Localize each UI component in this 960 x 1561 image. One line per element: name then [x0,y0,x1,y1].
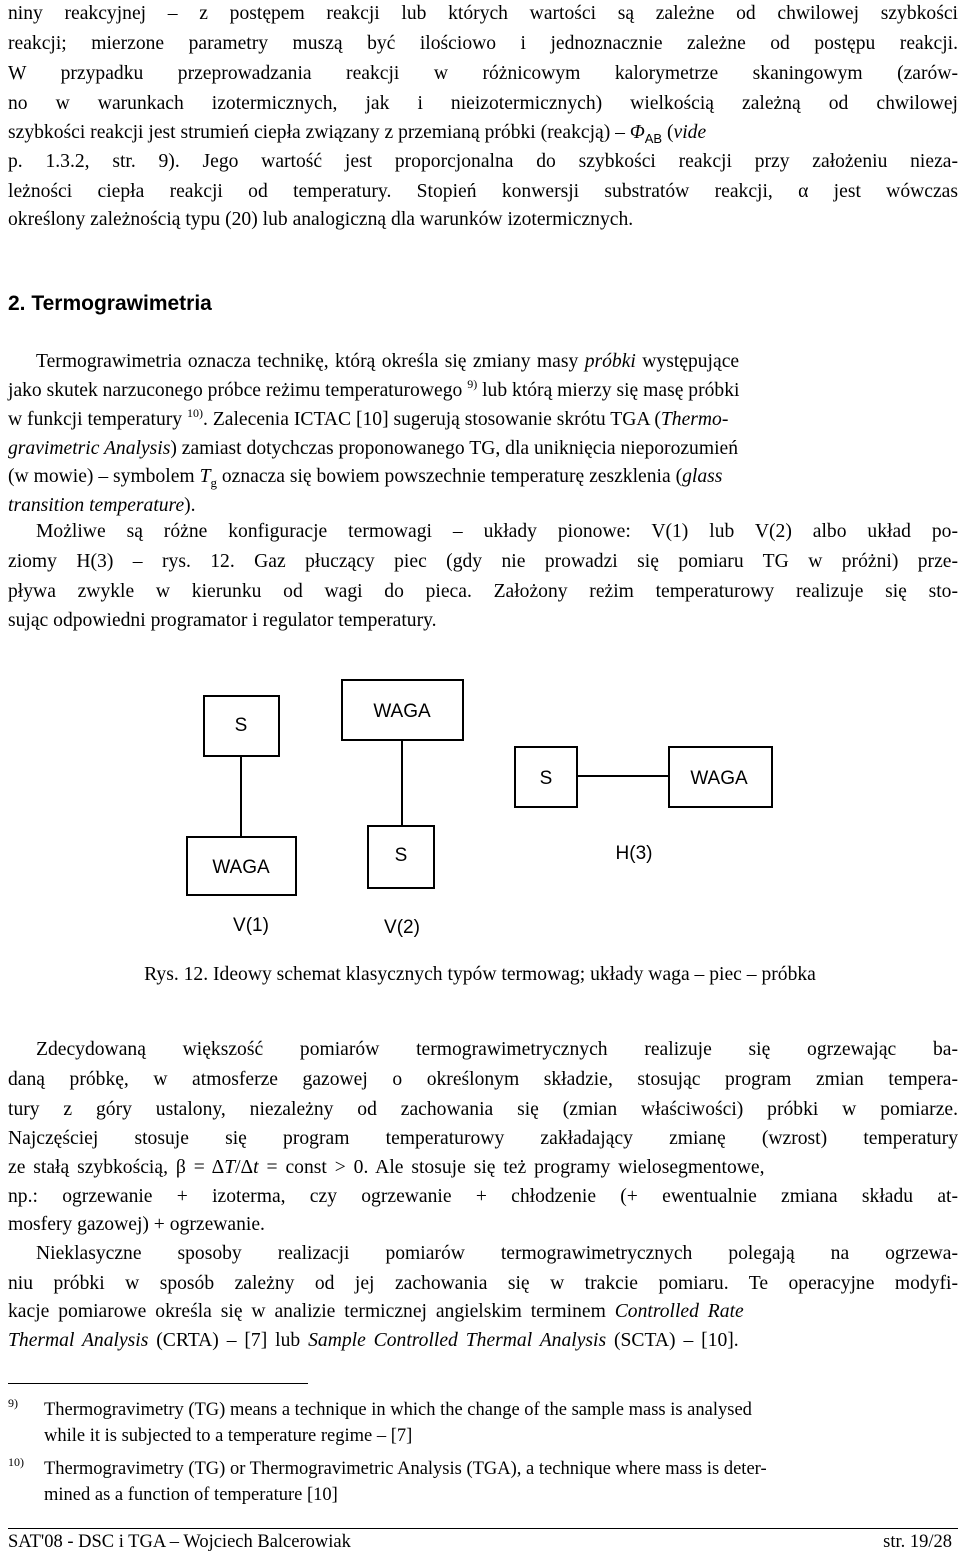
text-run: (SCTA) – [10]. [606,1330,739,1351]
text-line: np.: ogrzewanie + izoterma, czy ogrzewanie + chłodzenie (+ ewentualnie zmiana składu at- [8,1186,958,1207]
text-run: /Δ [235,1157,254,1178]
text-line: Zdecydowaną większość pomiarów termograwimetrycznych realizuje się ogrzewając ba- [36,1039,958,1060]
h3-sample-label: S [539,768,553,789]
text-line: W przypadku przeprowadzania reakcji w różnicowym kalorymetrze skaningowym (zarów- [8,63,958,84]
text-run: glass [682,466,723,487]
text-line: niny reakcyjnej – z postępem reakcji lub których wartości są zależne od chwilowej szybkości [8,3,958,24]
text-run: = const > 0. Ale stosuje się też programy wielosegmentowe, [258,1157,765,1178]
text-line: p. 1.3.2, str. 9). Jego wartość jest proporcjonalna do szybkości reakcji przy założeniu nieza- [8,151,958,172]
v1-waga-label: WAGA [212,857,270,878]
footnote-text: while it is subjected to a temperature regime – [7] [44,1426,413,1446]
text-run: ze stałą szybkością, β = Δ [8,1157,225,1178]
footnote-ref: 9) [467,377,478,391]
footnote-text: Thermogravimetry (TG) or Thermogravimetric Analysis (TGA), a technique where mass is deter- [44,1459,767,1479]
v1-sample-label: S [234,715,248,736]
subscript: g [210,474,217,490]
text-line: sując odpowiedni programator i regulator temperatury. [8,610,437,631]
v1-label: V(1) [233,915,269,936]
page-number: str. 19/28 [883,1532,952,1552]
text-run: szybkości reakcji jest strumień ciepła związany z przemianą próbki (reakcją) – [8,122,630,143]
text-run: próbki [584,351,636,372]
text-run: ) zamiast dotychczas proponowanego TG, dla uniknięcia nieporozumień [170,438,739,459]
text-run: Controlled Rate [614,1301,744,1322]
text-line [8,406,958,434]
text-line: Możliwe są różne konfiguracje termowagi – układy pionowe: V(1) lub V(2) albo układ po- [36,521,958,542]
text-line: mosfery gazowej) + ogrzewanie. [8,1214,265,1235]
footnote-text: mined as a function of temperature [10] [44,1485,338,1505]
text-line [8,1298,958,1326]
text-run: t [253,1157,259,1178]
text-line: Najczęściej stosuje się program temperaturowy zakładający zmianę (wzrost) temperatury [8,1128,958,1149]
footnote-rule [8,1383,308,1384]
footnote-mark: 10) [8,1455,24,1469]
page-footer-rule [8,1528,958,1529]
text-line: reakcji; mierzone parametry muszą być ilościowo i jednoznacznie zależne od postępu reakcji. [8,33,958,54]
text-line: daną próbkę, w atmosferze gazowej o określonym składzie, stosując program zmian tempera- [8,1069,958,1090]
text-run: transition temperature [8,495,185,516]
section-heading: 2. Termograwimetria [8,292,212,315]
footnote-text: Thermogravimetry (TG) means a technique in which the change of the sample mass is analysed [44,1400,752,1420]
page-footer-title: SAT'08 - DSC i TGA – Wojciech Balcerowiak [8,1532,351,1552]
text-run: lub którą mierzy się masę próbki [477,380,740,401]
text-run: vide [673,122,707,143]
v2-sample-label: S [394,845,408,866]
text-run: kacje pomiarowe określa się w analizie termicznej angielskim terminem [8,1301,615,1322]
footnote-mark: 9) [8,1396,18,1410]
text-line: określony zależnością typu (20) lub analogiczną dla warunków izotermicznych. [8,209,634,230]
text-line: Nieklasyczne sposoby realizacji pomiarów termograwimetrycznych polegają na ogrzewa- [36,1243,958,1264]
text-run: (w mowie) – symbolem [8,466,200,487]
text-line: no w warunkach izotermicznych, jak i nieizotermicznych) wielkością zależną od chwilowej [8,93,958,114]
text-run: T [224,1157,236,1178]
text-line [8,435,958,463]
v2-waga-label: WAGA [373,701,431,722]
text-run: ). [184,495,196,516]
text-run: T [199,466,211,487]
text-line: pływa zwykle w kierunku od wagi do pieca. Założony reżim temperaturowy realizuje się sto- [8,581,958,602]
h3-label: H(3) [615,843,653,864]
text-line [8,1154,958,1182]
text-line [8,1327,958,1355]
text-run: (CRTA) – [7] lub [148,1330,309,1351]
figure-caption: Rys. 12. Ideowy schemat klasycznych typów termowag; układy waga – piec – próbka [144,964,816,985]
text-line: szybkości reakcji jest strumień ciepła związany z przemianą próbki (reakcją) – $\Phi_{AB}$ (vide [8,122,707,146]
text-line: leżności ciepła reakcji od temperatury. Stopień konwersji substratów reakcji, α jest wówczas [8,181,958,202]
text-run: oznacza się bowiem powszechnie temperaturę zeszklenia ( [216,466,683,487]
text-run: . Zalecenia ICTAC [10] sugerują stosowanie skrótu TGA ( [203,409,661,430]
text-line [8,492,958,520]
phi-symbol: Φ [629,122,645,143]
text-run: Thermo- [660,409,729,430]
text-run: jako skutek narzuconego próbce reżimu temperaturowego [8,380,468,401]
h3-waga-label: WAGA [690,768,748,789]
text-line [8,463,958,491]
text-run: gravimetric Analysis [8,438,171,459]
text-line: tury z góry ustalony, niezależny od zachowania się (zmian właściwości) próbki w pomiarze. [8,1099,958,1120]
text-line [8,377,958,405]
text-run: występujące [635,351,740,372]
text-line [36,348,958,376]
footnote-ref: 10) [187,406,204,420]
subscript: AB [644,130,663,146]
text-line: niu próbki w sposób zależny od jej zachowania się w trakcie pomiaru. Te operacyjne modyfi- [8,1273,958,1294]
text-run: Sample Controlled Thermal Analysis [308,1330,607,1351]
text-run: w funkcji temperatury [8,409,188,430]
thermobalance-diagram [0,670,960,950]
text-run: Termograwimetria oznacza technikę, którą określa się zmiany masy [36,351,585,372]
text-run: Thermal Analysis [8,1330,149,1351]
text-line: ziomy H(3) – rys. 12. Gaz płuczący piec (gdy nie prowadzi się pomiaru TG w próżni) prze- [8,551,958,572]
v2-label: V(2) [384,917,420,938]
